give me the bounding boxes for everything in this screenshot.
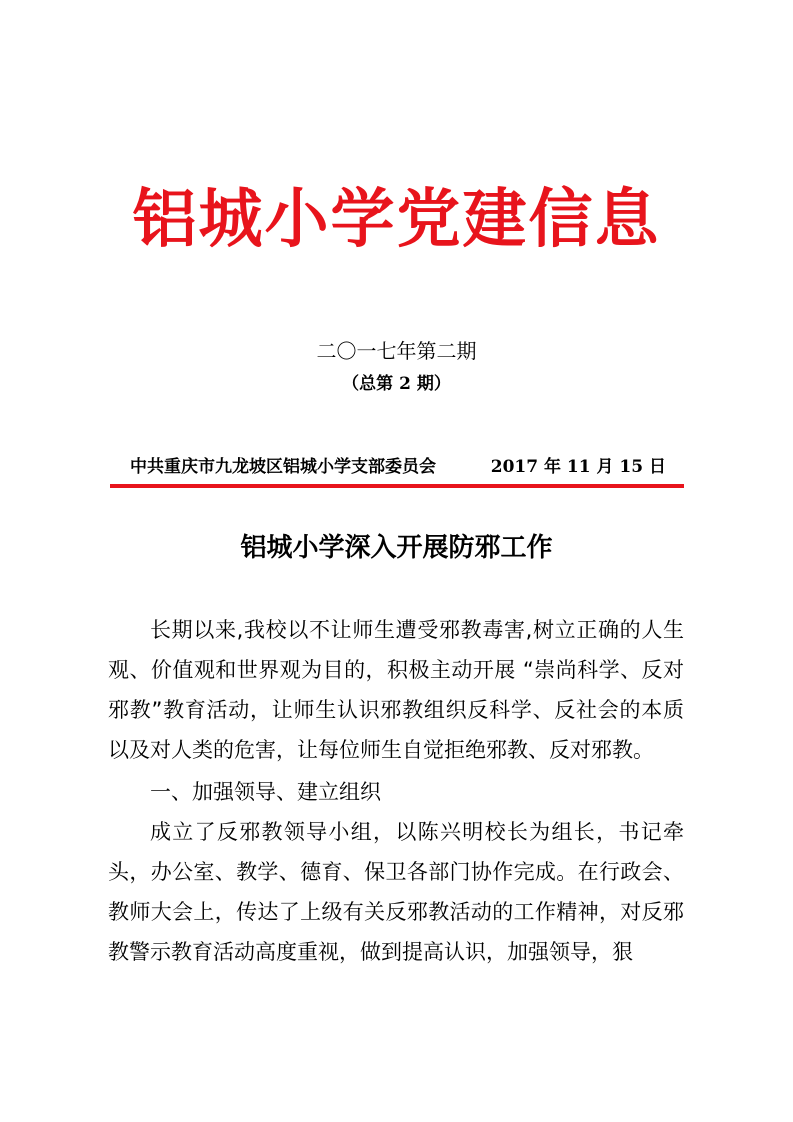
article-paragraph: 成立了反邪教领导小组，以陈兴明校长为组长，书记牵头，办公室、教学、德育、保卫各部门协作完成。在行政会、教师大会上，传达了上级有关反邪教活动的工作精神，对反邪教警示教育活动高度重视，做到提高认识，加强领导，狠: [108, 820, 684, 964]
issue-number: 二〇一七年第二期: [316, 339, 477, 363]
article-title: 铝城小学深入开展防邪工作: [240, 533, 553, 563]
article-body: [108, 610, 684, 972]
publisher-row: [110, 453, 684, 481]
masthead-title: 铝城小学党建信息: [132, 182, 661, 257]
publish-date: 2017 年 11 月 15 日: [490, 457, 666, 477]
red-divider-rule: [110, 484, 684, 488]
article-paragraph: 长期以来,我校以不让师生遭受邪教毒害,树立正确的人生观、价值观和世界观为目的，积极主动开展 “崇尚科学、反对邪教”教育活动，让师生认识邪教组织反科学、反社会的本质以及对人类的危害，让每位师生自觉拒绝邪教、反对邪教。: [108, 618, 684, 762]
article-section-heading: 一、加强领导、建立组织: [150, 780, 381, 804]
issue-total-number: （总第 2 期）: [342, 374, 451, 394]
publisher-name: 中共重庆市九龙坡区铝城小学支部委员会: [130, 457, 436, 477]
